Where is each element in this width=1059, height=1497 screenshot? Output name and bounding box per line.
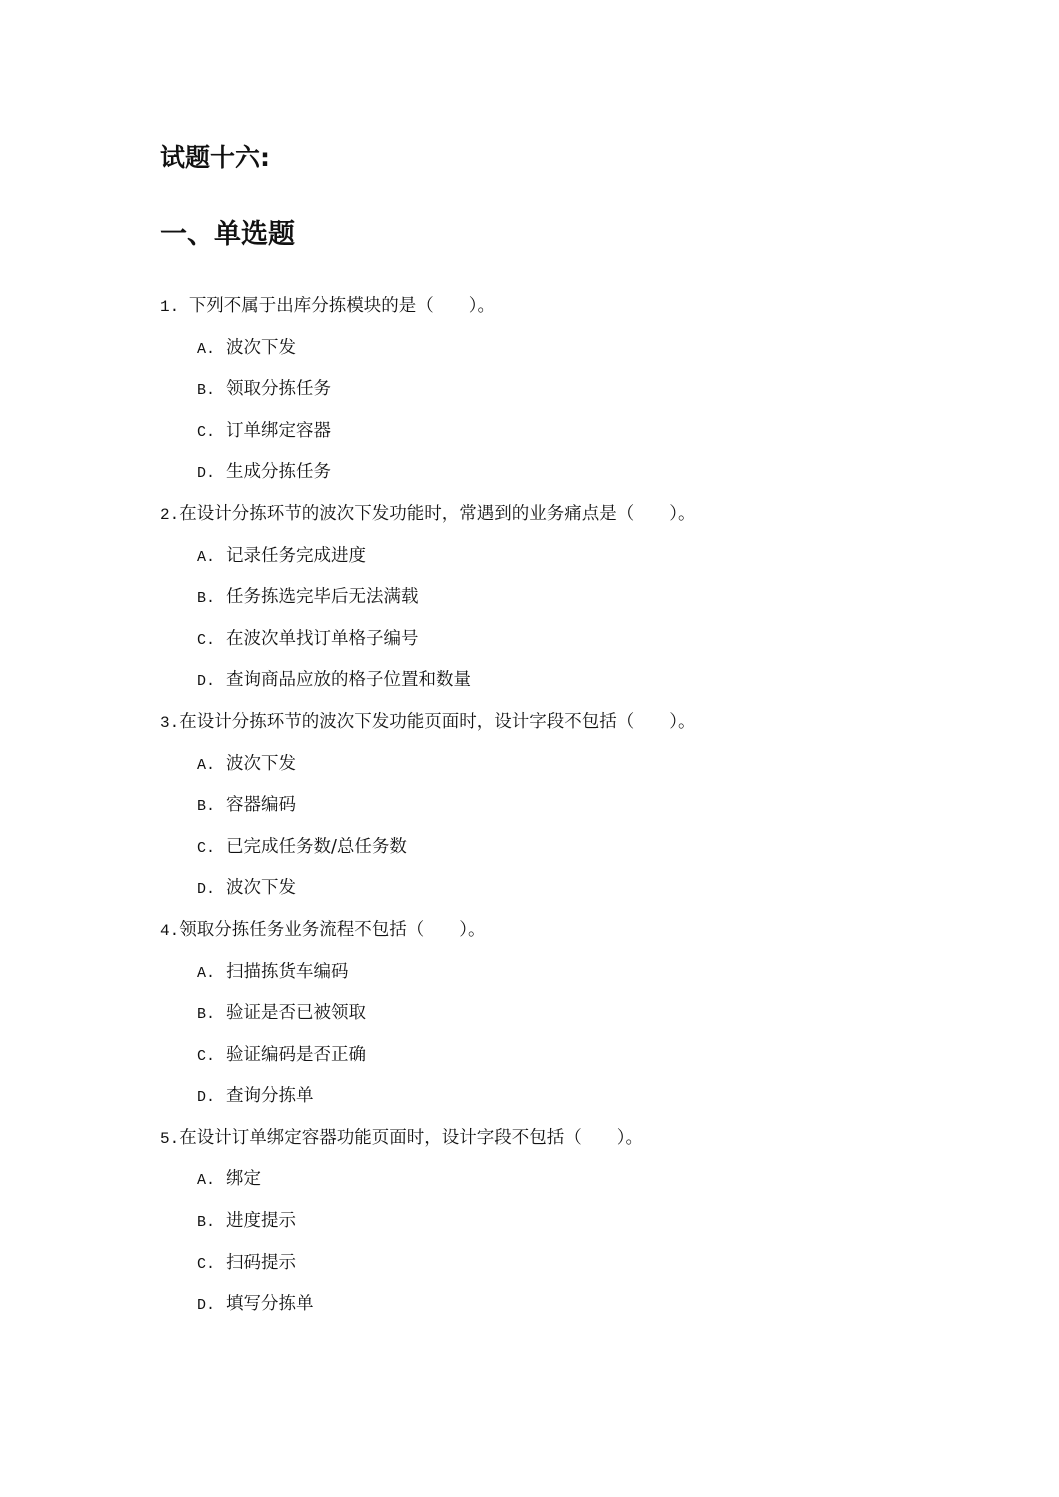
- answer-option: [160, 785, 920, 827]
- answer-option: [160, 952, 920, 994]
- answer-option: [160, 619, 920, 661]
- option-text: 已完成任务数/总任务数: [226, 836, 407, 857]
- option-text: 容器编码: [226, 795, 296, 816]
- option-letter: A.: [197, 548, 216, 566]
- option-text: 领取分拣任务: [226, 379, 331, 400]
- answer-option: [160, 1201, 920, 1243]
- option-letter: C.: [197, 839, 216, 857]
- question-number: 5.: [160, 1129, 180, 1148]
- option-letter: A.: [197, 964, 216, 982]
- answer-option: [160, 452, 920, 494]
- exam-title: 试题十六:: [160, 143, 270, 172]
- option-text: 查询商品应放的格子位置和数量: [226, 670, 471, 691]
- option-letter: B.: [197, 1214, 216, 1232]
- option-text: 验证是否已被领取: [226, 1003, 366, 1024]
- option-text: 记录任务完成进度: [226, 545, 366, 566]
- option-text: 订单绑定容器: [226, 420, 331, 441]
- answer-option: [160, 536, 920, 578]
- option-letter: A.: [197, 340, 216, 358]
- question-stem: [160, 1118, 920, 1160]
- option-text: 波次下发: [226, 753, 296, 774]
- answer-option: [160, 1035, 920, 1077]
- answer-option: [160, 369, 920, 411]
- section-heading: 一、单选题: [160, 219, 295, 250]
- option-text: 波次下发: [226, 337, 296, 358]
- question-list: [160, 286, 920, 1326]
- option-letter: B.: [197, 590, 216, 608]
- option-text: 任务拣选完毕后无法满载: [226, 587, 419, 608]
- question-stem: [160, 494, 920, 536]
- option-text: 绑定: [226, 1169, 261, 1190]
- option-letter: C.: [197, 1047, 216, 1065]
- question-number: 3.: [160, 713, 180, 732]
- answer-option: [160, 1284, 920, 1326]
- question-text: 在设计订单绑定容器功能页面时，设计字段不包括（ ）。: [179, 1127, 643, 1148]
- option-letter: D.: [197, 881, 216, 899]
- option-letter: C.: [197, 423, 216, 441]
- option-letter: D.: [197, 673, 216, 691]
- answer-option: [160, 993, 920, 1035]
- answer-option: [160, 411, 920, 453]
- option-letter: C.: [197, 631, 216, 649]
- question-stem: [160, 286, 920, 328]
- option-letter: D.: [197, 465, 216, 483]
- option-text: 验证编码是否正确: [226, 1044, 366, 1065]
- question-number: 4.: [160, 921, 180, 940]
- question-number: 1.: [160, 298, 189, 316]
- option-text: 生成分拣任务: [226, 462, 331, 483]
- question-text: 领取分拣任务业务流程不包括（ ）。: [179, 919, 486, 940]
- answer-option: [160, 577, 920, 619]
- question-text: 在设计分拣环节的波次下发功能页面时，设计字段不包括（ ）。: [179, 711, 696, 732]
- answer-option: [160, 1243, 920, 1285]
- option-text: 查询分拣单: [226, 1086, 314, 1107]
- answer-option: [160, 328, 920, 370]
- option-letter: B.: [197, 1006, 216, 1024]
- option-text: 扫码提示: [226, 1252, 296, 1273]
- option-text: 在波次单找订单格子编号: [226, 628, 419, 649]
- option-text: 波次下发: [226, 878, 296, 899]
- option-letter: B.: [197, 798, 216, 816]
- option-letter: C.: [197, 1255, 216, 1273]
- option-letter: D.: [197, 1297, 216, 1315]
- question-text: 下列不属于出库分拣模块的是（ ）。: [188, 296, 496, 316]
- answer-option: [160, 744, 920, 786]
- answer-option: [160, 1076, 920, 1118]
- answer-option: [160, 827, 920, 869]
- option-text: 填写分拣单: [226, 1294, 314, 1315]
- answer-option: [160, 1159, 920, 1201]
- option-text: 进度提示: [226, 1211, 296, 1232]
- answer-option: [160, 868, 920, 910]
- question-stem: [160, 702, 920, 744]
- option-letter: A.: [197, 1172, 216, 1190]
- question-number: 2.: [160, 505, 180, 524]
- question-text: 在设计分拣环节的波次下发功能时，常遇到的业务痛点是（ ）。: [179, 503, 696, 524]
- answer-option: [160, 660, 920, 702]
- option-letter: D.: [197, 1089, 216, 1107]
- option-letter: B.: [197, 382, 216, 400]
- option-letter: A.: [197, 756, 216, 774]
- question-stem: [160, 910, 920, 952]
- option-text: 扫描拣货车编码: [226, 961, 349, 982]
